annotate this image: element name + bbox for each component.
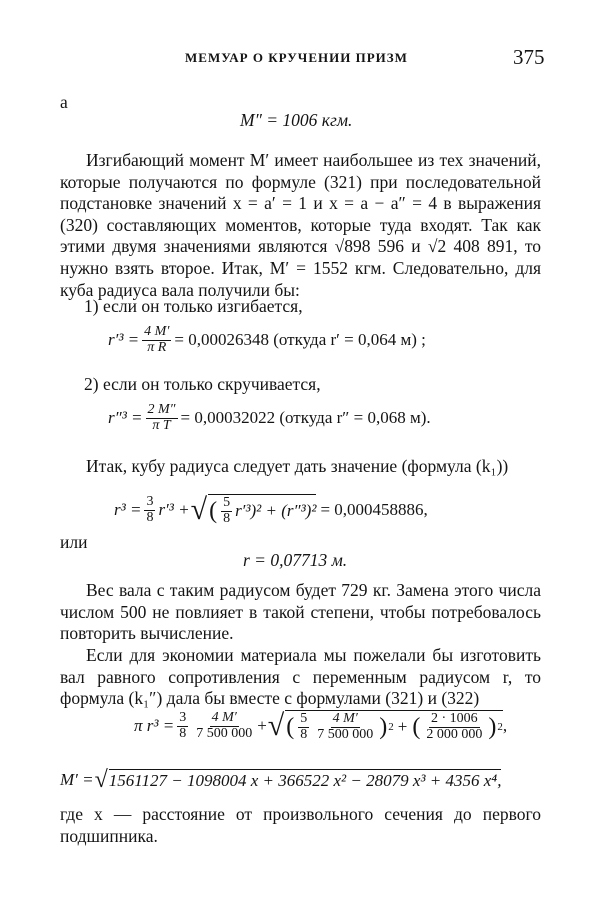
radicand-body: r′³)² + (r″³)²: [235, 501, 317, 521]
page-number: 375: [513, 45, 545, 69]
paragraph-bending-moment: Изгибающий момент M′ имеет наибольшее из тех значений, которые получаются по формуле (321) при последовательной подстановке значений x = a′ = 1 и x = a − a″ = 4 в выражения (320) составляющих моментов, которые туда входят. Так как этими двумя значениями являются √898 596 и √2 408 891, то нужно взять второе. Итак, M′ = 1552 кгм. Следовательно, для куба радиуса вала получили бы:: [60, 150, 541, 300]
open-paren: (: [286, 714, 295, 741]
open-paren: (: [412, 714, 421, 741]
fraction-denominator: 8: [223, 510, 231, 526]
formula-lhs: r′³ =: [108, 330, 140, 350]
fraction: [146, 403, 178, 433]
formula-r-double-prime-cubed: [108, 403, 431, 433]
fraction-numerator: 4 M′: [332, 711, 358, 726]
fraction: [194, 711, 254, 741]
fraction: [315, 712, 375, 742]
open-paren: (: [209, 498, 218, 525]
paragraph-shaft-weight: Вес вала с таким радиусом будет 729 кг. Замена этого числа числом 500 не повлияет в такой степени, чтобы потребовалось повторить вычисление.: [60, 580, 541, 644]
fraction-denominator: 7 500 000: [196, 725, 253, 741]
running-title: МЕМУАР О КРУЧЕНИИ ПРИЗМ: [185, 50, 408, 65]
formula-r-prime-cubed: [108, 325, 426, 355]
fraction-denominator: π R: [147, 339, 167, 355]
fraction: [298, 712, 309, 742]
radicand: ( $\frac{5}{8}$ $\frac{4 M'}{7 500 000}$ ) 2 + ( $\frac{2 \cdot 1006}{2 000 000}$ ) 2: [286, 711, 503, 742]
fraction-numerator: 3: [146, 494, 154, 509]
fraction-denominator: 2 000 000: [426, 726, 483, 742]
fraction-numerator: 5: [223, 495, 231, 510]
fraction-numerator: 4 M′: [144, 324, 170, 339]
formula-rhs: = 0,000458886,: [320, 500, 428, 520]
fraction-numerator: 5: [300, 711, 308, 726]
radical-sign: √: [190, 493, 208, 527]
fraction: [177, 711, 188, 741]
plus-sign: +: [257, 716, 267, 736]
equation-m-double-prime: M″ = 1006 кгм.: [240, 110, 353, 130]
formula-rhs: = 0,00032022 (откуда r″ = 0,068 м).: [180, 408, 431, 428]
close-paren: ): [488, 714, 497, 741]
formula-lhs: r″³ =: [108, 408, 143, 428]
fraction: [424, 712, 484, 742]
formula-pi-r-cubed: π r³ = $\frac{3}{8}$ $\frac{4 M'}{7 500 000}$ + √ ( $\frac{5}{8}$ $\frac{4 M'}{7 500 000}$ ) 2 + ( $\frac{2 \cdot 1006}{2 000 000}$ ) 2 ,: [134, 709, 508, 743]
line-ili: или: [60, 532, 88, 552]
formula-middle: r′³ +: [158, 500, 190, 520]
formula-r-cubed: [114, 494, 428, 526]
formula-m-prime: [60, 768, 501, 792]
item-bending-only: 1) если он только изгибается,: [84, 296, 303, 316]
fraction-denominator: 8: [146, 509, 154, 525]
formula-r: r = 0,07713 м.: [243, 550, 348, 570]
radical-sign: √: [267, 709, 285, 743]
fraction-numerator: 2 M″: [147, 402, 176, 417]
fraction-denominator: π T: [152, 417, 171, 433]
radical-sign: √: [94, 767, 108, 793]
fraction-numerator: 3: [179, 710, 187, 725]
fraction-numerator: 2 · 1006: [431, 711, 478, 726]
fraction-denominator: 8: [179, 725, 187, 741]
fraction: [142, 325, 171, 355]
radicand: [208, 494, 316, 526]
formula-lhs: M′ =: [60, 770, 94, 789]
item-torsion-only: 2) если он только скручивается,: [84, 374, 321, 394]
line-itak: Итак, кубу радиуса следует дать значение (формула (k₁)): [86, 456, 509, 476]
fraction: [144, 495, 155, 525]
radicand: 1561127 − 1098004 x + 366522 x² − 28079 x³ + 4356 x⁴,: [108, 771, 502, 790]
fraction-denominator: 8: [300, 726, 308, 742]
fraction-denominator: 7 500 000: [317, 726, 374, 742]
fraction-numerator: 4 M′: [211, 710, 237, 725]
line-a: а: [60, 92, 68, 112]
formula-lhs: π r³ =: [134, 716, 175, 736]
paragraph-where-x: где x — расстояние от произвольного сечения до первого подшипника.: [60, 804, 541, 846]
fraction: [221, 496, 232, 526]
close-paren: ): [379, 714, 388, 741]
formula-rhs: = 0,00026348 (откуда r′ = 0,064 м) ;: [174, 330, 426, 350]
paragraph-equal-resistance: Если для экономии материала мы пожелали бы изготовить вал равного сопротивления с переменным радиусом r, то формула (k₁″) дала бы вместе с формулами (321) и (322): [60, 645, 541, 709]
formula-lhs: r³ =: [114, 500, 142, 520]
